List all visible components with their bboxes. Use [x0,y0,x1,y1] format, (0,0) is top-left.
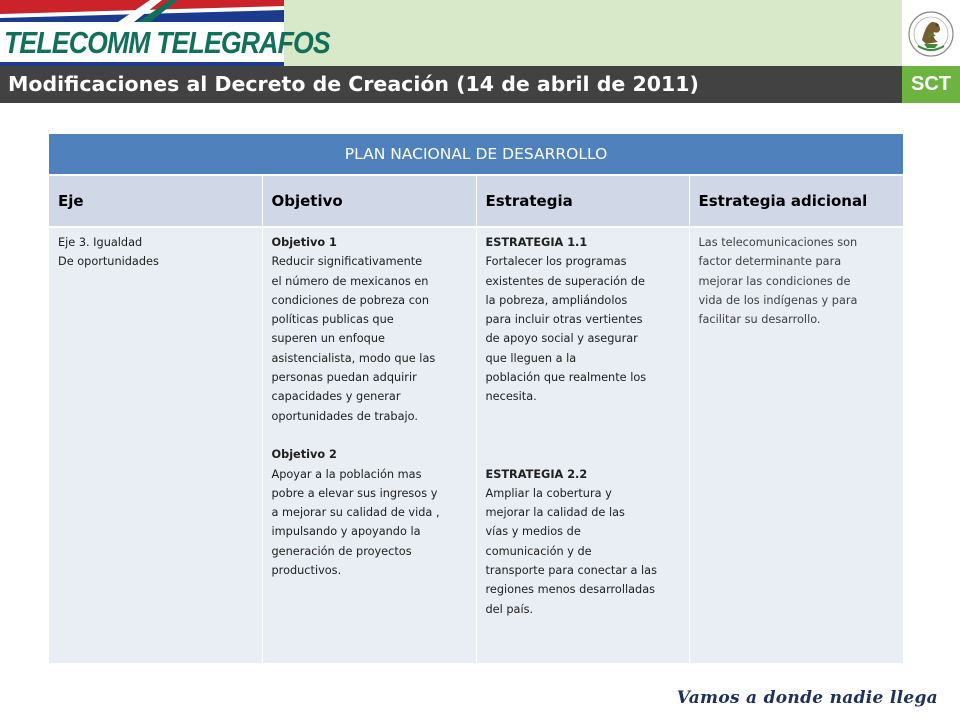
cell-line: generación de proyectos [271,544,412,558]
mexican-coat-of-arms-icon [902,0,960,66]
cell-line: condiciones de pobreza con [271,293,429,307]
cell-line: personas puedan adquirir [271,371,417,385]
cell-line: a mejorar su calidad de vida , [271,506,440,520]
telecomm-logo [0,0,330,66]
cell-line: oportunidades de trabajo. [271,409,418,423]
slogan: Vamos a donde nadie llega [676,688,938,708]
objetivo-2-label: Objetivo 2 [271,448,337,462]
col-head-estrategia: Estrategia [476,175,689,227]
table-row [49,227,903,663]
cell-line: población que realmente los [485,371,647,385]
page-title: Modificaciones al Decreto de Creación (14 de abril de 2011) [8,72,699,96]
cell-objetivo [262,227,476,663]
cell-line: Ampliar la cobertura y [485,486,612,500]
cell-line: para incluir otras vertientes [485,313,643,327]
table-title: PLAN NACIONAL DE DESARROLLO [49,134,903,175]
cell-line: políticas publicas que [271,313,394,327]
plan-table [49,134,903,663]
cell-line: Apoyar a la población mas [271,467,422,481]
sct-badge: SCT [902,66,960,103]
objetivo-1-label: Objetivo 1 [271,236,337,249]
cell-line: Fortalecer los programas [485,255,627,269]
spacer [486,407,683,465]
cell-line: de apoyo social y asegurar [485,332,638,346]
cell-line: comunicación y de [485,544,592,558]
cell-line: vías y medios de [485,525,581,539]
cell-line: la pobreza, ampliándolos [485,293,628,307]
table-header-row [49,175,903,227]
cell-eje [49,227,262,663]
col-head-eje: Eje [49,175,262,227]
cell-line: vida de los indígenas y para [698,293,858,307]
cell-line: facilitar su desarrollo. [698,313,821,327]
cell-line: Reducir significativamente [271,255,423,269]
cell-line: capacidades y generar [271,390,401,404]
cell-line: superen un enfoque [271,332,385,346]
spacer [272,426,470,445]
title-bar [0,66,902,103]
estrategia-2-label: ESTRATEGIA 2.2 [485,467,588,481]
cell-line: productivos. [271,564,342,578]
cell-line: regiones menos desarrolladas [485,583,656,597]
cell-line: Eje 3. Igualdad [58,236,143,249]
estrategia-1-label: ESTRATEGIA 1.1 [485,236,588,249]
cell-estrategia [476,227,689,663]
seal-box [902,0,960,66]
cell-line: transporte para conectar a las [485,564,657,578]
col-head-estrategia-adicional: Estrategia adicional [689,175,903,227]
cell-line: el número de mexicanos en [271,274,429,288]
cell-line: pobre a elevar sus ingresos y [271,486,438,500]
cell-line: mejorar las condiciones de [698,274,851,288]
cell-estrategia-adicional [689,227,903,663]
cell-line: impulsando y apoyando la [271,525,421,539]
col-head-objetivo: Objetivo [262,175,476,227]
cell-line: necesita. [485,390,537,404]
cell-line: De oportunidades [58,255,159,269]
cell-line: Las telecomunicaciones son [698,236,858,249]
logo-text: TELECOMM TELEGRAFOS [4,25,330,60]
cell-line: asistencialista, modo que las [271,351,436,365]
cell-line: factor determinante para [698,255,842,269]
cell-line: mejorar la calidad de las [485,506,625,520]
cell-line: que lleguen a la [485,351,577,365]
cell-line: existentes de superación de [485,274,645,288]
cell-line: del país. [485,602,534,616]
